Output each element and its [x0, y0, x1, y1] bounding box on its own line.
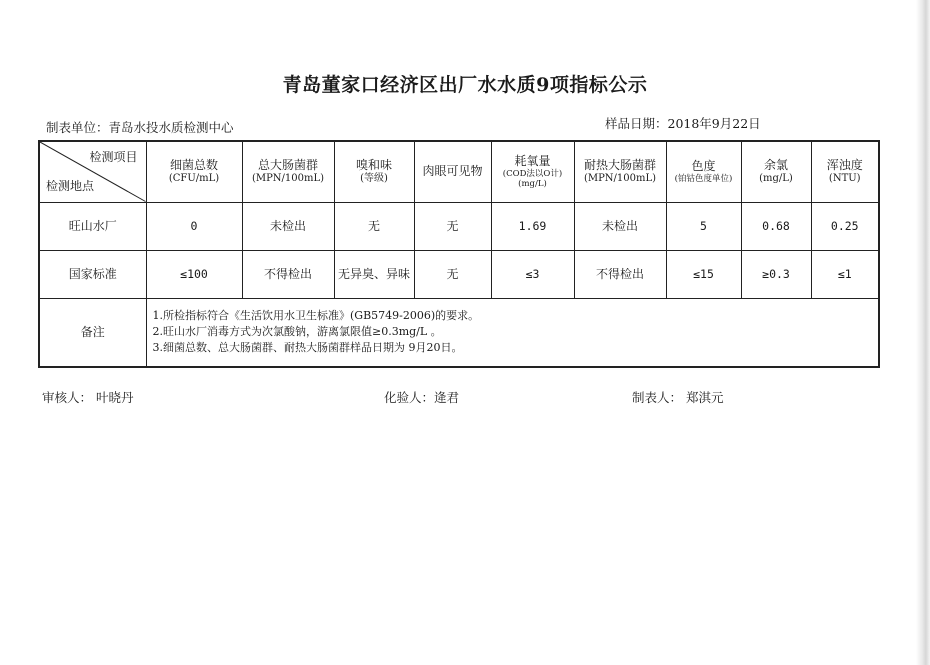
table-cell: 0.25	[811, 202, 879, 250]
row-label: 国家标准	[39, 250, 146, 298]
col-header-name: 嗅和味	[355, 158, 392, 172]
table-row	[39, 202, 879, 250]
table-cell: ≤100	[146, 250, 242, 298]
col-header-name: 浑浊度	[826, 158, 863, 172]
notes-row	[39, 298, 879, 367]
col-header-name: 耐热大肠菌群	[583, 158, 656, 172]
row-label: 旺山水厂	[39, 202, 146, 250]
table-cell: 无异臭、异味	[334, 250, 414, 298]
col-header-unit: (CFU/mL)	[168, 173, 220, 184]
header-row	[39, 141, 879, 202]
col-header-unit: (MPN/100mL)	[583, 173, 657, 184]
note-line: 2.旺山水厂消毒方式为次氯酸钠，游离氯限值≥0.3mg/L 。	[152, 325, 442, 339]
col-header-unit: (mg/L)	[759, 173, 793, 184]
col-header	[666, 141, 741, 202]
col-header-name: 总大肠菌群	[257, 158, 318, 172]
col-header-name: 余氯	[763, 158, 788, 172]
col-header-unit: (COD法以O计)(mg/L)	[502, 168, 563, 190]
table-cell: 不得检出	[574, 250, 666, 298]
col-header	[491, 141, 574, 202]
col-header	[146, 141, 242, 202]
issuing-unit: 制表单位：青岛水投水质检测中心	[46, 120, 234, 135]
table-cell: ≤1	[811, 250, 879, 298]
notes-cell	[146, 298, 879, 367]
reviewer-signature: 审核人： 叶晓丹	[42, 390, 134, 405]
table-cell: 1.69	[491, 202, 574, 250]
table-cell: 5	[666, 202, 741, 250]
table-cell: 不得检出	[242, 250, 334, 298]
table-cell: 未检出	[242, 202, 334, 250]
col-header	[334, 141, 414, 202]
corner-header-cell	[39, 141, 146, 202]
col-header-unit: (等级)	[360, 173, 388, 184]
col-header-unit: (铂钴色度单位)	[674, 173, 733, 184]
sample-date: 样品日期：2018年9月22日	[605, 116, 761, 131]
table-cell: ≤15	[666, 250, 741, 298]
table-cell: ≥0.3	[741, 250, 811, 298]
page-title: 青岛董家口经济区出厂水水质9项指标公示	[282, 74, 648, 96]
notes-label: 备注	[39, 298, 146, 367]
corner-location-label: 检测地点	[46, 178, 95, 193]
table-cell: 0	[146, 202, 242, 250]
col-header	[574, 141, 666, 202]
table-cell: 无	[414, 202, 491, 250]
note-line: 1.所检指标符合《生活饮用水卫生标准》(GB5749-2006)的要求。	[152, 309, 480, 323]
col-header	[242, 141, 334, 202]
table-row	[39, 250, 879, 298]
table-cell: 未检出	[574, 202, 666, 250]
col-header	[811, 141, 879, 202]
col-header-unit: (NTU)	[828, 173, 861, 184]
table-cell: 无	[334, 202, 414, 250]
corner-item-label: 检测项目	[89, 150, 138, 164]
note-line: 3.细菌总数、总大肠菌群、耐热大肠菌群样品日期为 9月20日。	[152, 341, 463, 355]
col-header-name: 肉眼可见物	[422, 164, 483, 179]
tester-signature: 化验人：逄君	[384, 390, 460, 405]
col-header-name: 细菌总数	[169, 158, 218, 172]
col-header	[414, 141, 491, 202]
maker-signature: 制表人： 郑淇元	[632, 390, 724, 405]
col-header-name: 色度	[691, 158, 716, 173]
col-header-unit: (MPN/100mL)	[251, 173, 325, 184]
table-cell: ≤3	[491, 250, 574, 298]
scan-edge-shadow	[916, 0, 930, 665]
table-cell: 无	[414, 250, 491, 298]
col-header	[741, 141, 811, 202]
water-quality-table	[38, 140, 880, 368]
table-cell: 0.68	[741, 202, 811, 250]
col-header-name: 耗氧量	[514, 153, 551, 168]
